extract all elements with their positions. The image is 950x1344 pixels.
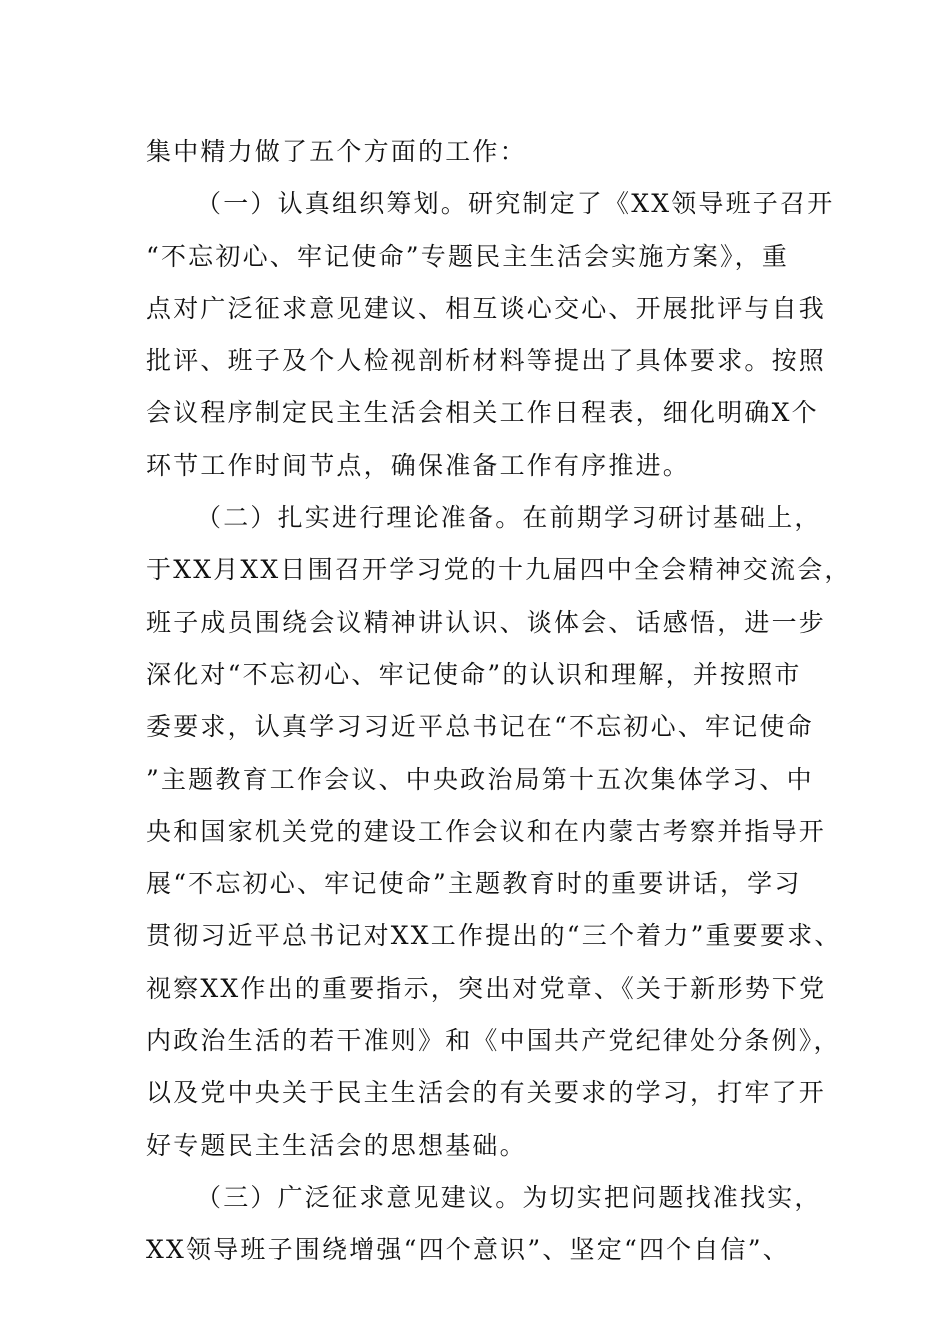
text-line: 贯彻习近平总书记对XX工作提出的“三个着力”重要要求、 [146, 921, 842, 951]
text-line: 深化对“不忘初心、牢记使命”的认识和理解，并按照市 [146, 659, 802, 689]
text-line: 于XX月XX日围召开学习党的十九届四中全会精神交流会， [146, 555, 852, 585]
text-line: 好专题民主生活会的思想基础。 [146, 1130, 527, 1160]
text-line: 央和国家机关党的建设工作会议和在内蒙古考察并指导开 [146, 816, 827, 846]
text-line: 内政治生活的若干准则》和《中国共产党纪律处分条例》， [146, 1026, 841, 1056]
text-line: “不忘初心、牢记使命”专题民主生活会实施方案》，重 [146, 241, 790, 271]
text-line: 集中精力做了五个方面的工作： [146, 137, 527, 166]
text-line: 环节工作时间节点，确保准备工作有序推进。 [146, 450, 691, 480]
text-line: ”主题教育工作会议、中央政治局第十五次集体学习、中 [146, 764, 814, 794]
text-line: XX领导班子围绕增强“四个意识”、坚定“四个自信”、 [146, 1235, 790, 1265]
text-line: 展“不忘初心、牢记使命”主题教育时的重要讲话，学习 [146, 869, 802, 899]
text-line: 点对广泛征求意见建议、相互谈心交心、开展批评与自我 [146, 293, 827, 323]
text-line: 班子成员围绕会议精神讲认识、谈体会、话感悟，进一步 [146, 607, 827, 637]
body-text [146, 126, 852, 1277]
paragraph-heading-3: （三）广泛征求意见建议。为切实把问题找准找实， [196, 1182, 822, 1212]
paragraph-heading-1: （一）认真组织筹划。研究制定了《XX领导班子召开 [196, 189, 835, 219]
text-line: 委要求，认真学习习近平总书记在“不忘初心、牢记使命 [146, 712, 814, 742]
paragraph-heading-2: （二）扎实进行理论准备。在前期学习研讨基础上， [196, 503, 822, 533]
text-line: 以及党中央关于民主生活会的有关要求的学习，打牢了开 [146, 1078, 827, 1108]
text-line: 会议程序制定民主生活会相关工作日程表，细化明确X个 [146, 398, 819, 428]
text-line: 视察XX作出的重要指示，突出对党章、《关于新形势下党 [146, 973, 827, 1003]
text-line: 批评、班子及个人检视剖析材料等提出了具体要求。按照 [146, 346, 827, 376]
